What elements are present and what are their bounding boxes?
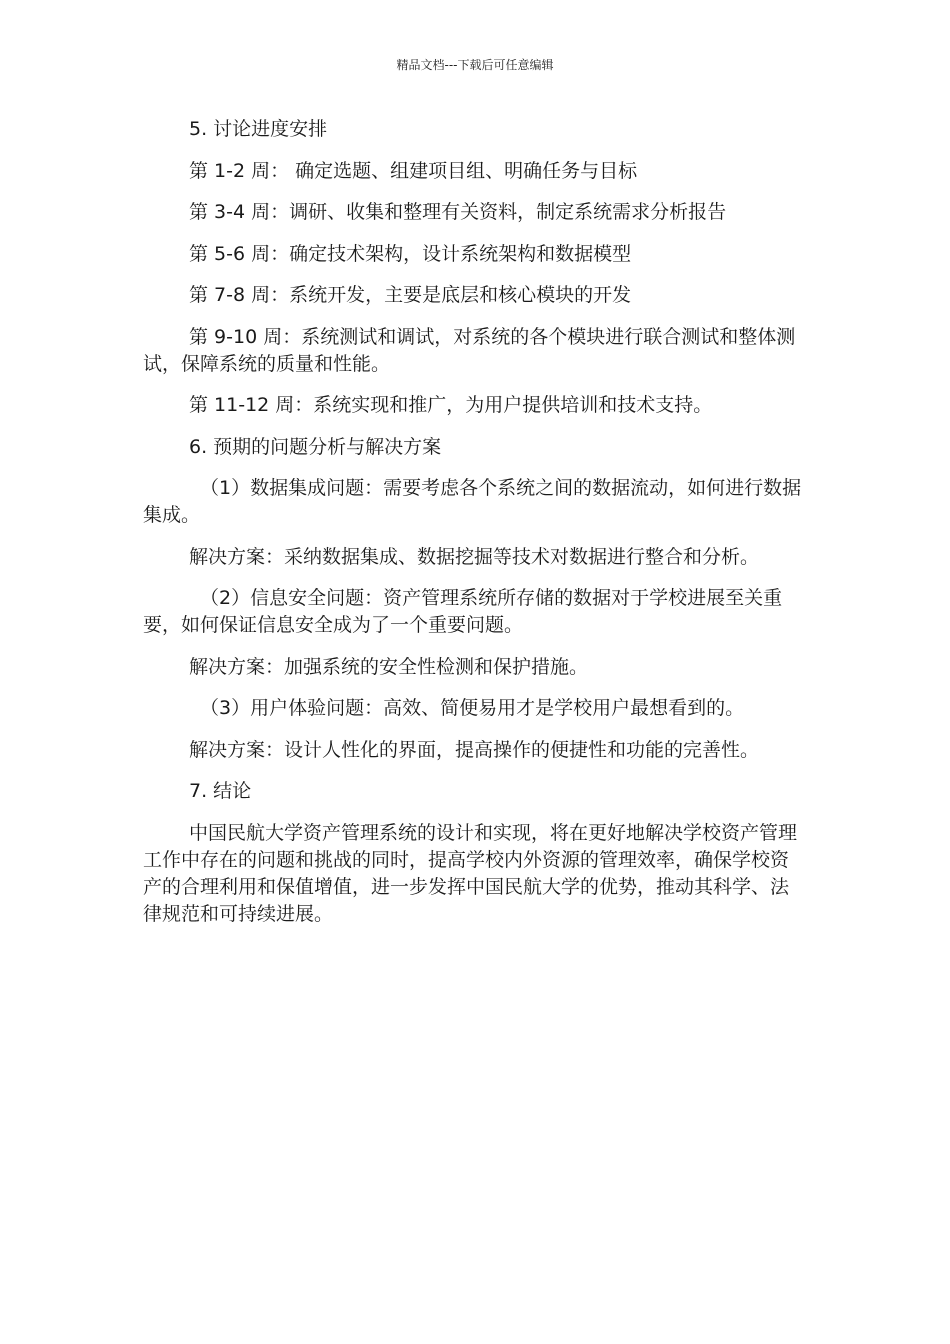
paragraph-week-3-4: 第 3-4 周：调研、收集和整理有关资料，制定系统需求分析报告: [189, 201, 727, 223]
paragraph-week-1-2: 第 1-2 周： 确定选题、组建项目组、明确任务与目标: [189, 159, 638, 182]
paragraph-week-5-6: 第 5-6 周：确定技术架构，设计系统架构和数据模型: [189, 242, 632, 265]
paragraph-solution-3: 解决方案：设计人性化的界面，提高操作的便捷性和功能的完善性。: [189, 738, 760, 761]
paragraph-week-11-12: 第 11-12 周：系统实现和推广，为用户提供培训和技术支持。: [189, 394, 713, 416]
section-heading-schedule: 5. 讨论进度安排: [189, 118, 328, 140]
paragraph-problem-1: （1）数据集成问题：需要考虑各个系统之间的数据流动，如何进行数据集成。: [143, 477, 802, 526]
paragraph-problem-3: （3）用户体验问题：高效、简便易用才是学校用户最想看到的。: [200, 697, 745, 719]
paragraph-conclusion: 中国民航大学资产管理系统的设计和实现，将在更好地解决学校资产管理工作中存在的问题和挑战的同时，提高学校内外资源的管理效率，确保学校资产的合理利用和保值增值，进一步发挥中国民航大学的优势，推动其科学、法律规范和可持续进展。: [143, 821, 798, 925]
paragraph-week-9-10: 第 9-10 周：系统测试和调试，对系统的各个模块进行联合测试和整体测试，保障系统的质量和性能。: [143, 325, 796, 375]
paragraph-week-7-8: 第 7-8 周：系统开发，主要是底层和核心模块的开发: [189, 284, 632, 306]
page-header: 精品文档---下载后可任意编辑: [396, 58, 554, 72]
section-heading-problems: 6. 预期的问题分析与解决方案: [189, 435, 442, 458]
paragraph-solution-2: 解决方案：加强系统的安全性检测和保护措施。: [189, 655, 589, 678]
section-heading-conclusion: 7. 结论: [189, 780, 252, 802]
paragraph-problem-2: （2）信息安全问题：资产管理系统所存储的数据对于学校进展至关重要，如何保证信息安全成为了一个重要问题。: [143, 587, 783, 636]
document-body: [143, 116, 807, 942]
paragraph-solution-1: 解决方案：采纳数据集成、数据挖掘等技术对数据进行整合和分析。: [189, 545, 760, 568]
